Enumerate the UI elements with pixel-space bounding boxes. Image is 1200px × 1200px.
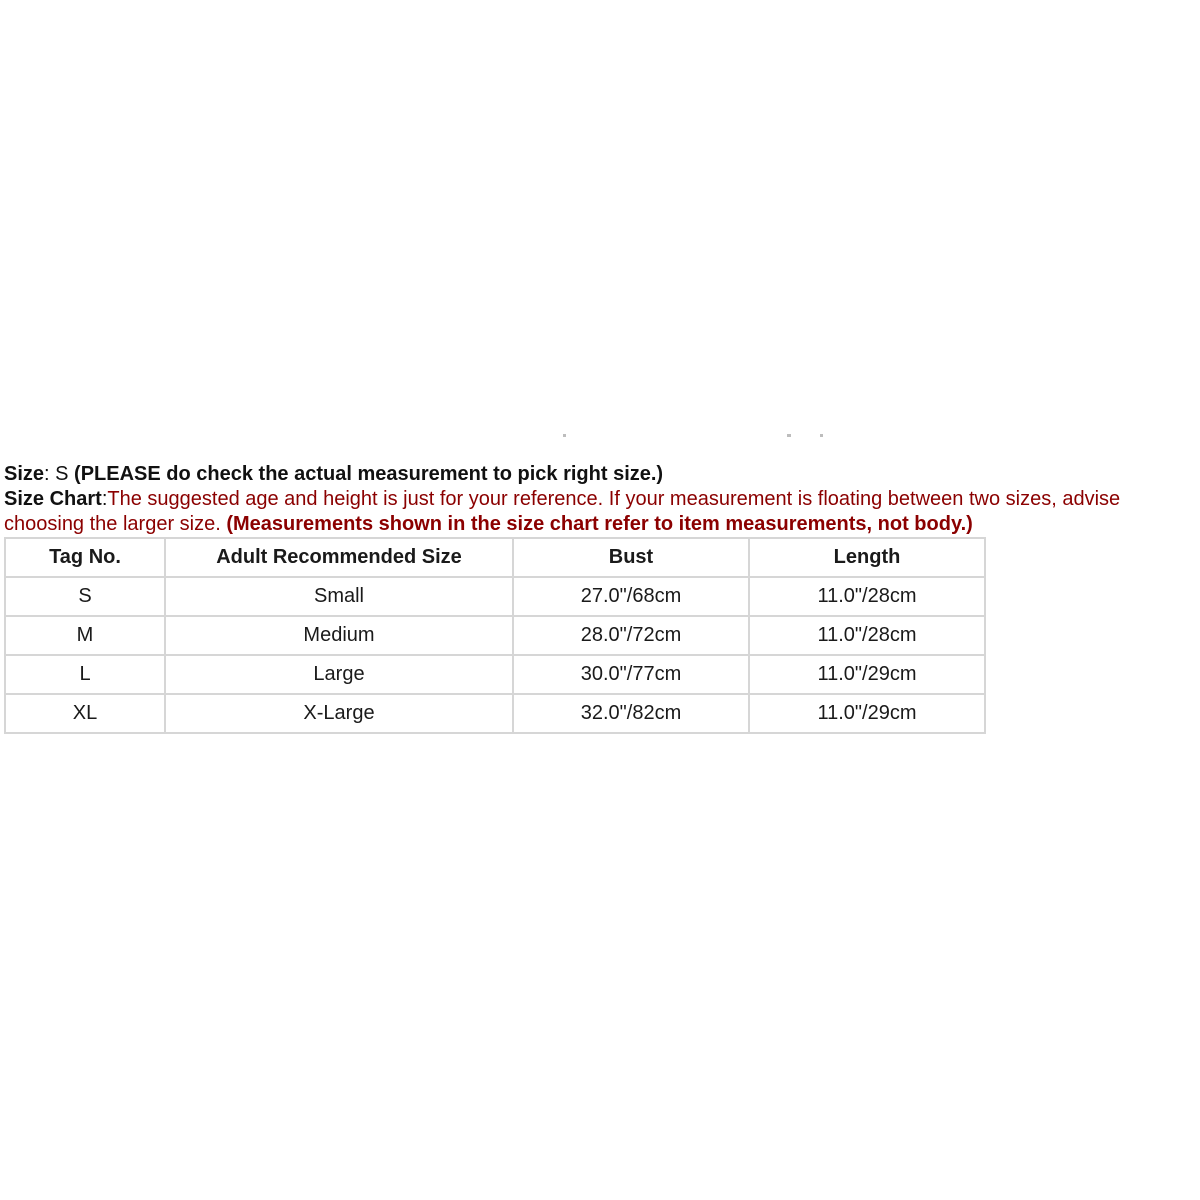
table-header-row [5,538,985,577]
size-note: (PLEASE do check the actual measurement to pick right size.) [74,463,664,485]
artifact-mark [563,434,566,437]
size-info [4,462,1198,537]
table-row [5,655,985,694]
cell-bust: 30.0"/77cm [513,655,749,694]
header-length: Length [749,538,985,577]
size-chart-separator: : [101,488,108,510]
artifact-mark [787,434,791,437]
cell-tag: L [5,655,165,694]
size-chart-label: Size Chart [4,488,102,510]
header-tag-no: Tag No. [5,538,165,577]
table-row [5,577,985,616]
cell-adult-size: Small [165,577,513,616]
cell-tag: S [5,577,165,616]
cell-tag: XL [5,694,165,733]
table-row [5,616,985,655]
size-chart-line [4,487,1198,537]
header-adult-size: Adult Recommended Size [165,538,513,577]
size-line [4,462,1198,487]
size-separator: : [44,463,50,485]
table-row [5,694,985,733]
artifact-mark [820,434,823,437]
cell-bust: 28.0"/72cm [513,616,749,655]
cell-tag: M [5,616,165,655]
cell-adult-size: X-Large [165,694,513,733]
header-bust: Bust [513,538,749,577]
size-table [4,537,986,734]
cell-length: 11.0"/29cm [749,694,985,733]
size-chart-text: The suggested age and height is just for your reference. If your measurement is floating between two sizes, advise choosing the larger size. [4,488,1121,535]
cell-bust: 32.0"/82cm [513,694,749,733]
cell-length: 11.0"/28cm [749,577,985,616]
cell-adult-size: Medium [165,616,513,655]
size-label: Size [4,463,45,485]
cell-length: 11.0"/29cm [749,655,985,694]
cell-bust: 27.0"/68cm [513,577,749,616]
size-value: S [49,463,75,485]
cell-adult-size: Large [165,655,513,694]
cell-length: 11.0"/28cm [749,616,985,655]
size-chart-bold-note: (Measurements shown in the size chart refer to item measurements, not body.) [226,513,973,535]
